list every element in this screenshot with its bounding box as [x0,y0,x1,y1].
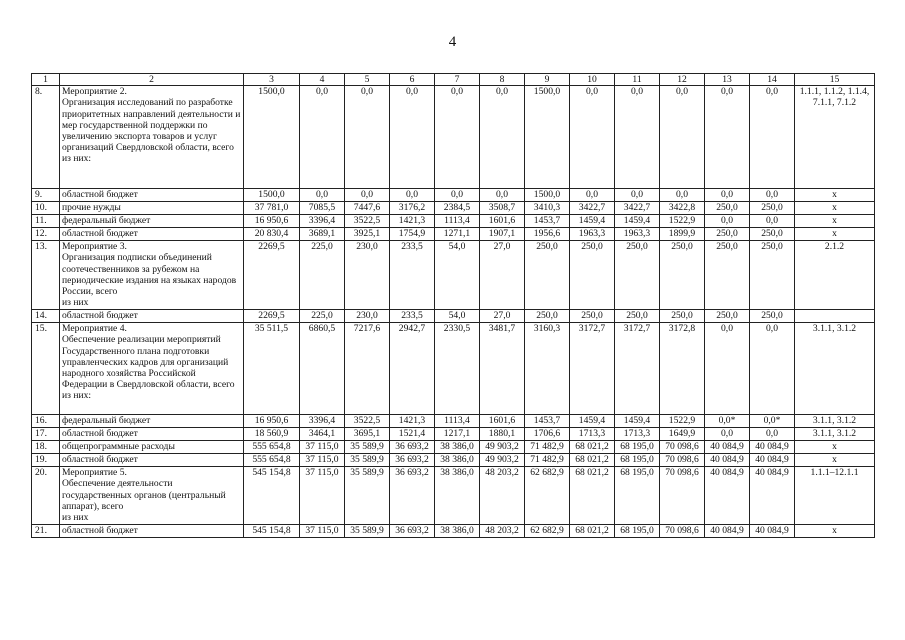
value-cell: 68 195,0 [615,454,660,467]
value-cell: 36 693,2 [390,441,435,454]
row-name: Мероприятие 3. Организация подписки объединений соотечественников за рубежом на периодические издания на языках народов России, всего из них [60,241,244,310]
value-cell: 35 589,9 [345,467,390,525]
value-cell: 3160,3 [525,323,570,415]
value-cell: 3172,7 [570,323,615,415]
target-ref-cell: 3.1.1, 3.1.2 [795,415,875,428]
value-cell: 27,0 [480,310,525,323]
target-ref-cell: x [795,189,875,202]
value-cell: 250,0 [615,241,660,310]
page-number: 4 [448,34,457,50]
table-row [32,228,875,241]
header-cell: 11 [615,74,660,86]
value-cell: 27,0 [480,241,525,310]
value-cell: 3695,1 [345,428,390,441]
value-cell: 37 781,0 [244,202,300,215]
value-cell: 54,0 [435,241,480,310]
value-cell: 2269,5 [244,310,300,323]
value-cell: 1899,9 [660,228,705,241]
value-cell: 250,0 [660,310,705,323]
row-name: Мероприятие 4. Обеспечение реализации мероприятий Государственного плана подготовки управленческих кадров для организаций народного хозяйства Российской Федерации в Свердловской области, всего из них: [60,323,244,415]
value-cell: 35 589,9 [345,454,390,467]
value-cell: 250,0 [525,310,570,323]
value-cell: 545 154,8 [244,467,300,525]
target-ref-cell: x [795,525,875,538]
value-cell: 68 021,2 [570,467,615,525]
value-cell: 70 098,6 [660,467,705,525]
table-row [32,467,875,525]
value-cell: 1271,1 [435,228,480,241]
value-cell: 0,0 [345,189,390,202]
value-cell: 3176,2 [390,202,435,215]
value-cell: 0,0 [660,189,705,202]
value-cell: 71 482,9 [525,454,570,467]
value-cell: 0,0 [390,86,435,189]
row-name: областной бюджет [60,428,244,441]
row-number: 18. [32,441,60,454]
row-name: областной бюджет [60,189,244,202]
row-number: 9. [32,189,60,202]
value-cell: 555 654,8 [244,441,300,454]
value-cell: 2384,5 [435,202,480,215]
value-cell: 230,0 [345,241,390,310]
value-cell: 18 560,9 [244,428,300,441]
value-cell: 68 195,0 [615,467,660,525]
value-cell: 36 693,2 [390,525,435,538]
table-row [32,415,875,428]
value-cell: 1113,4 [435,415,480,428]
value-cell: 1522,9 [660,215,705,228]
header-cell: 4 [300,74,345,86]
value-cell: 233,5 [390,241,435,310]
value-cell: 40 084,9 [705,454,750,467]
value-cell: 40 084,9 [705,525,750,538]
value-cell: 1500,0 [525,86,570,189]
table-row [32,86,875,189]
value-cell: 1754,9 [390,228,435,241]
value-cell: 40 084,9 [750,467,795,525]
value-cell: 62 682,9 [525,525,570,538]
value-cell: 3481,7 [480,323,525,415]
header-cell: 1 [32,74,60,86]
budget-table [31,73,875,538]
value-cell: 0,0 [435,189,480,202]
value-cell: 0,0 [750,323,795,415]
value-cell: 68 021,2 [570,441,615,454]
value-cell: 250,0 [570,310,615,323]
value-cell: 1421,3 [390,415,435,428]
value-cell: 68 021,2 [570,525,615,538]
value-cell: 1601,6 [480,215,525,228]
row-number: 14. [32,310,60,323]
value-cell: 0,0 [705,86,750,189]
header-cell: 15 [795,74,875,86]
value-cell: 230,0 [345,310,390,323]
value-cell: 3522,5 [345,415,390,428]
value-cell: 2942,7 [390,323,435,415]
row-number: 20. [32,467,60,525]
value-cell: 250,0 [570,241,615,310]
target-ref-cell: x [795,441,875,454]
value-cell: 38 386,0 [435,441,480,454]
value-cell: 0,0 [570,189,615,202]
header-cell: 3 [244,74,300,86]
value-cell: 3396,4 [300,215,345,228]
target-ref-cell: 3.1.1, 3.1.2 [795,428,875,441]
value-cell: 1217,1 [435,428,480,441]
value-cell: 0,0 [750,215,795,228]
value-cell: 0,0 [705,189,750,202]
value-cell: 0,0 [705,215,750,228]
row-number: 17. [32,428,60,441]
value-cell: 70 098,6 [660,454,705,467]
value-cell: 70 098,6 [660,525,705,538]
value-cell: 1649,9 [660,428,705,441]
value-cell: 0,0 [300,86,345,189]
header-cell: 2 [60,74,244,86]
value-cell: 250,0 [705,202,750,215]
value-cell: 225,0 [300,310,345,323]
target-ref-cell: 1.1.1–12.1.1 [795,467,875,525]
value-cell: 0,0* [750,415,795,428]
value-cell: 40 084,9 [705,467,750,525]
value-cell: 1500,0 [525,189,570,202]
value-cell: 3172,8 [660,323,705,415]
value-cell: 0,0 [570,86,615,189]
value-cell: 1521,4 [390,428,435,441]
row-name: прочие нужды [60,202,244,215]
value-cell: 0,0 [345,86,390,189]
value-cell: 0,0 [615,86,660,189]
row-name: федеральный бюджет [60,415,244,428]
value-cell: 16 950,6 [244,415,300,428]
target-ref-cell: 1.1.1, 1.1.2, 1.1.4, 7.1.1, 7.1.2 [795,86,875,189]
value-cell: 2269,5 [244,241,300,310]
value-cell: 1880,1 [480,428,525,441]
header-row [32,74,875,86]
value-cell: 3689,1 [300,228,345,241]
value-cell: 3522,5 [345,215,390,228]
value-cell: 40 084,9 [750,454,795,467]
value-cell: 68 021,2 [570,454,615,467]
value-cell: 37 115,0 [300,467,345,525]
value-cell: 38 386,0 [435,467,480,525]
table-row [32,323,875,415]
target-ref-cell: 3.1.1, 3.1.2 [795,323,875,415]
row-name: Мероприятие 2. Организация исследований по разработке приоритетных направлений деятельности и мер государственной поддержки по увеличению экспорта товаров и услуг организаций Свердловской области, всего из них: [60,86,244,189]
value-cell: 1963,3 [570,228,615,241]
value-cell: 3422,8 [660,202,705,215]
row-number: 11. [32,215,60,228]
row-number: 13. [32,241,60,310]
value-cell: 250,0 [705,241,750,310]
value-cell: 7217,6 [345,323,390,415]
value-cell: 545 154,8 [244,525,300,538]
value-cell: 48 203,2 [480,525,525,538]
value-cell: 16 950,6 [244,215,300,228]
value-cell: 1453,7 [525,415,570,428]
value-cell: 6860,5 [300,323,345,415]
value-cell: 250,0 [750,228,795,241]
target-ref-cell: 2.1.2 [795,241,875,310]
value-cell: 0,0 [390,189,435,202]
table-row [32,241,875,310]
value-cell: 3172,7 [615,323,660,415]
header-cell: 6 [390,74,435,86]
row-number: 12. [32,228,60,241]
value-cell: 1522,9 [660,415,705,428]
row-name: областной бюджет [60,454,244,467]
value-cell: 40 084,9 [705,441,750,454]
value-cell: 36 693,2 [390,467,435,525]
table-row [32,215,875,228]
header-cell: 10 [570,74,615,86]
value-cell: 35 511,5 [244,323,300,415]
value-cell: 0,0 [750,189,795,202]
value-cell: 250,0 [750,202,795,215]
table-row [32,428,875,441]
table-row [32,454,875,467]
value-cell: 0,0 [435,86,480,189]
value-cell: 0,0 [750,428,795,441]
value-cell: 0,0 [615,189,660,202]
value-cell: 1907,1 [480,228,525,241]
value-cell: 0,0* [705,415,750,428]
value-cell: 38 386,0 [435,525,480,538]
target-ref-cell: x [795,215,875,228]
value-cell: 225,0 [300,241,345,310]
header-cell: 12 [660,74,705,86]
value-cell: 250,0 [750,241,795,310]
value-cell: 62 682,9 [525,467,570,525]
target-ref-cell: x [795,454,875,467]
value-cell: 68 195,0 [615,441,660,454]
row-number: 10. [32,202,60,215]
table-row [32,525,875,538]
target-ref-cell: x [795,228,875,241]
header-cell: 7 [435,74,480,86]
value-cell: 35 589,9 [345,525,390,538]
row-name: Мероприятие 5. Обеспечение деятельности государственных органов (центральный аппарат), всего из них [60,467,244,525]
value-cell: 35 589,9 [345,441,390,454]
value-cell: 3422,7 [615,202,660,215]
value-cell: 1459,4 [570,415,615,428]
value-cell: 3464,1 [300,428,345,441]
value-cell: 0,0 [480,86,525,189]
row-name: общепрограммные расходы [60,441,244,454]
value-cell: 1500,0 [244,86,300,189]
row-number: 16. [32,415,60,428]
value-cell: 250,0 [750,310,795,323]
row-name: областной бюджет [60,525,244,538]
value-cell: 0,0 [300,189,345,202]
value-cell: 0,0 [705,323,750,415]
value-cell: 2330,5 [435,323,480,415]
row-name: федеральный бюджет [60,215,244,228]
value-cell: 233,5 [390,310,435,323]
value-cell: 250,0 [705,228,750,241]
table-row [32,189,875,202]
value-cell: 250,0 [705,310,750,323]
header-cell: 14 [750,74,795,86]
value-cell: 0,0 [750,86,795,189]
value-cell: 1459,4 [615,415,660,428]
value-cell: 250,0 [660,241,705,310]
value-cell: 0,0 [660,86,705,189]
value-cell: 1459,4 [570,215,615,228]
header-cell: 9 [525,74,570,86]
value-cell: 1956,6 [525,228,570,241]
value-cell: 36 693,2 [390,454,435,467]
value-cell: 20 830,4 [244,228,300,241]
value-cell: 1459,4 [615,215,660,228]
value-cell: 38 386,0 [435,454,480,467]
value-cell: 49 903,2 [480,441,525,454]
value-cell: 250,0 [525,241,570,310]
value-cell: 1113,4 [435,215,480,228]
value-cell: 37 115,0 [300,525,345,538]
row-number: 8. [32,86,60,189]
table-row [32,202,875,215]
table-row [32,441,875,454]
value-cell: 70 098,6 [660,441,705,454]
value-cell: 71 482,9 [525,441,570,454]
row-name: областной бюджет [60,228,244,241]
row-name: областной бюджет [60,310,244,323]
value-cell: 555 654,8 [244,454,300,467]
value-cell: 250,0 [615,310,660,323]
value-cell: 1601,6 [480,415,525,428]
value-cell: 1713,3 [570,428,615,441]
header-cell: 5 [345,74,390,86]
value-cell: 1963,3 [615,228,660,241]
row-number: 19. [32,454,60,467]
value-cell: 3422,7 [570,202,615,215]
value-cell: 1706,6 [525,428,570,441]
value-cell: 1453,7 [525,215,570,228]
value-cell: 3396,4 [300,415,345,428]
value-cell: 1421,3 [390,215,435,228]
value-cell: 68 195,0 [615,525,660,538]
value-cell: 0,0 [480,189,525,202]
row-number: 15. [32,323,60,415]
row-number: 21. [32,525,60,538]
value-cell: 7447,6 [345,202,390,215]
table-row [32,310,875,323]
value-cell: 3925,1 [345,228,390,241]
value-cell: 37 115,0 [300,454,345,467]
value-cell: 1713,3 [615,428,660,441]
target-ref-cell [795,310,875,323]
value-cell: 7085,5 [300,202,345,215]
value-cell: 48 203,2 [480,467,525,525]
value-cell: 3410,3 [525,202,570,215]
value-cell: 3508,7 [480,202,525,215]
value-cell: 40 084,9 [750,525,795,538]
value-cell: 37 115,0 [300,441,345,454]
header-cell: 13 [705,74,750,86]
value-cell: 40 084,9 [750,441,795,454]
value-cell: 1500,0 [244,189,300,202]
value-cell: 0,0 [705,428,750,441]
header-cell: 8 [480,74,525,86]
target-ref-cell: x [795,202,875,215]
value-cell: 49 903,2 [480,454,525,467]
value-cell: 54,0 [435,310,480,323]
